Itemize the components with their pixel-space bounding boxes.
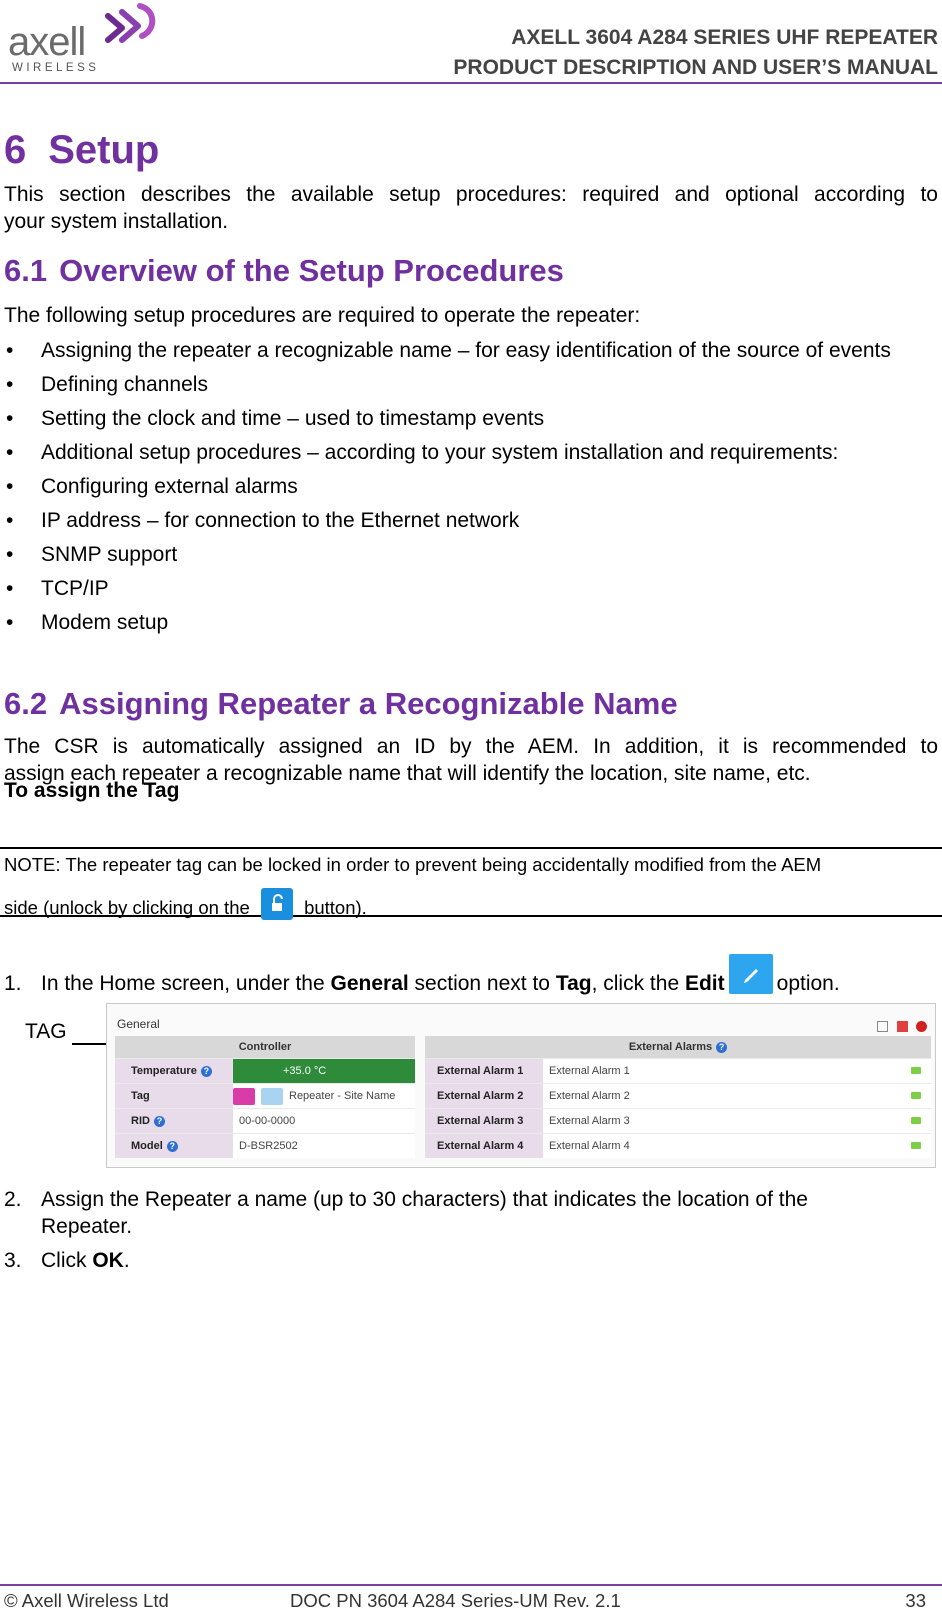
section-number: 6.1 <box>4 253 48 288</box>
unlock-icon <box>261 888 293 920</box>
section-title: Setup <box>48 128 160 172</box>
section-title: Overview of the Setup Procedures <box>59 253 564 288</box>
note-box <box>0 847 942 917</box>
list-item: • Additional setup procedures – according to your system installation and requirements: <box>6 441 839 464</box>
list-item: • TCP/IP <box>6 577 109 600</box>
edit-button[interactable] <box>729 954 773 994</box>
bullet-icon: • <box>6 373 14 396</box>
logo-subtitle: WIRELESS <box>12 62 100 74</box>
table-row <box>425 1133 931 1158</box>
table-row <box>115 1058 415 1083</box>
table-row <box>425 1058 931 1083</box>
table-row <box>115 1108 415 1133</box>
footer-copyright: © Axell Wireless Ltd <box>4 1590 169 1611</box>
procedure-subheading: To assign the Tag <box>4 779 180 802</box>
table-row <box>425 1083 931 1108</box>
edit-icon[interactable] <box>261 1088 283 1105</box>
step-number: 2. <box>4 1188 22 1211</box>
list-item: • Setting the clock and time – used to timestamp events <box>6 407 545 430</box>
unlock-button[interactable] <box>261 888 293 920</box>
header-title-line2: PRODUCT DESCRIPTION AND USER’S MANUAL <box>453 56 938 79</box>
model-value: D-BSR2502 <box>239 1140 298 1152</box>
section-6-heading <box>4 128 159 173</box>
panel-title: General <box>117 1017 160 1031</box>
alarm-icon[interactable] <box>897 1021 908 1032</box>
list-item: • SNMP support <box>6 543 178 566</box>
section-number: 6 <box>4 128 27 172</box>
bullet-icon: • <box>6 611 14 634</box>
bullet-icon: • <box>6 441 14 464</box>
temperature-value: +35.0 °C <box>233 1059 415 1083</box>
section-6-intro-line1: This section describes the available setup procedures: required and optional according to <box>4 183 938 206</box>
section-6-1-heading <box>4 253 564 289</box>
logo-chevrons-icon <box>102 2 162 52</box>
tag-callout-label: TAG <box>25 1020 67 1043</box>
tag-value: Repeater - Site Name <box>289 1090 396 1102</box>
header-rule <box>0 82 942 84</box>
general-panel-screenshot <box>106 1003 936 1168</box>
header-title-line1: AXELL 3604 A284 SERIES UHF REPEATER <box>511 26 938 49</box>
table-row <box>425 1108 931 1133</box>
list-item: • Modem setup <box>6 611 169 634</box>
section-6-2-para-line1: The CSR is automatically assigned an ID by the AEM. In addition, it is recommended to <box>4 735 938 758</box>
external-alarms-table <box>425 1036 931 1158</box>
step-2-cont: Repeater. <box>41 1215 133 1238</box>
row-label: RID ? <box>115 1109 233 1133</box>
step-number: 1. <box>4 972 22 995</box>
list-item: • Defining channels <box>6 373 208 396</box>
footer-rule <box>0 1584 942 1586</box>
footer-page-number: 33 <box>905 1590 926 1611</box>
help-icon[interactable]: ? <box>167 1141 178 1152</box>
lock-icon[interactable] <box>233 1088 255 1105</box>
footer-doc-number: DOC PN 3604 A284 Series-UM Rev. 2.1 <box>290 1590 621 1611</box>
tag-cell <box>233 1084 415 1108</box>
row-label: Model ? <box>115 1134 233 1158</box>
help-icon[interactable]: ? <box>716 1042 727 1053</box>
bullet-icon: • <box>6 407 14 430</box>
bullet-icon: • <box>6 543 14 566</box>
section-title: Assigning Repeater a Recognizable Name <box>59 686 678 721</box>
table-row <box>115 1133 415 1158</box>
setup-procedures-list <box>4 337 934 636</box>
pencil-icon <box>729 954 773 994</box>
list-item: • Configuring external alarms <box>6 475 298 498</box>
status-led-icon <box>911 1067 921 1074</box>
alarm-name: External Alarm 4 <box>549 1140 630 1152</box>
export-icon[interactable] <box>877 1021 888 1032</box>
section-6-2-heading <box>4 686 678 722</box>
bullet-icon: • <box>6 509 14 532</box>
stop-icon[interactable] <box>916 1021 927 1032</box>
note-line1: NOTE: The repeater tag can be locked in order to prevent being accidentally modified from the AEM <box>4 854 822 875</box>
note-line2: side (unlock by clicking on the button). <box>4 888 367 920</box>
logo-wordmark: axell <box>8 20 86 64</box>
row-label: Temperature ? <box>115 1059 233 1083</box>
panel-toolbar <box>873 1018 927 1036</box>
section-6-intro-line2: your system installation. <box>4 210 229 233</box>
bullet-icon: • <box>6 475 14 498</box>
row-label: Tag <box>115 1084 233 1108</box>
row-label: External Alarm 4 <box>425 1134 543 1158</box>
bullet-icon: • <box>6 339 14 362</box>
step-1: 1. In the Home screen, under the General section next to Tag, click the Edit option. <box>4 954 840 997</box>
row-label: External Alarm 1 <box>425 1059 543 1083</box>
status-led-icon <box>911 1117 921 1124</box>
list-item: • IP address – for connection to the Ethernet network <box>6 509 520 532</box>
axell-logo <box>8 2 168 78</box>
controller-header: Controller <box>115 1036 415 1058</box>
alarm-name: External Alarm 3 <box>549 1115 630 1127</box>
help-icon[interactable]: ? <box>201 1066 212 1077</box>
rid-value: 00-00-0000 <box>239 1115 296 1127</box>
row-label: External Alarm 3 <box>425 1109 543 1133</box>
alarm-name: External Alarm 1 <box>549 1065 630 1077</box>
help-icon[interactable]: ? <box>154 1116 165 1127</box>
step-number: 3. <box>4 1249 22 1272</box>
status-led-icon <box>911 1092 921 1099</box>
controller-table <box>115 1036 415 1158</box>
page-header <box>0 0 942 86</box>
alarms-header: External Alarms ? <box>425 1036 931 1058</box>
section-number: 6.2 <box>4 686 48 721</box>
list-item: • Assigning the repeater a recognizable name – for easy identification of the source of events <box>6 339 891 362</box>
section-6-1-lead: The following setup procedures are required to operate the repeater: <box>4 304 641 327</box>
alarm-name: External Alarm 2 <box>549 1090 630 1102</box>
status-led-icon <box>911 1142 921 1149</box>
step-2: 2. Assign the Repeater a name (up to 30 characters) that indicates the location of the <box>4 1188 808 1211</box>
bullet-icon: • <box>6 577 14 600</box>
step-3: 3. Click OK. <box>4 1249 130 1272</box>
table-row <box>115 1083 415 1108</box>
row-label: External Alarm 2 <box>425 1084 543 1108</box>
section-6-2-para-line2: assign each repeater a recognizable name that will identify the location, site name, etc. <box>4 762 811 785</box>
